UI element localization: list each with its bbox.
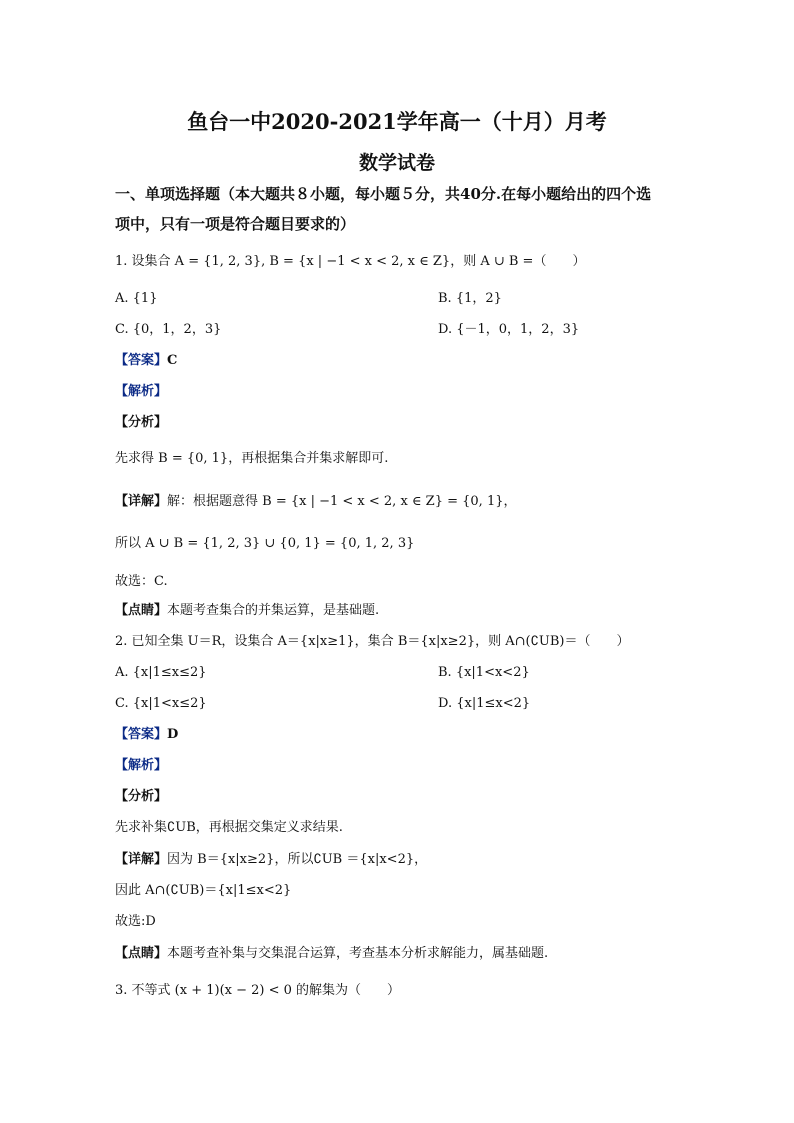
detail-tag: 【详解】 <box>115 494 168 509</box>
q2-fenxi: 先求补集∁UB，再根据交集定义求结果. <box>115 820 343 835</box>
q3-stem: 3. 不等式 (x + 1)(x − 2) < 0 的解集为（ ） <box>115 983 401 998</box>
answer-value: D <box>167 727 179 742</box>
q2-answer <box>115 727 178 743</box>
page-title: 鱼台一中2020-2021学年高一（十月）月考 <box>187 109 607 134</box>
q2-option-a: A. {x|1≤x≤2} <box>115 665 207 680</box>
q2-option-c: C. {x|1<x≤2} <box>115 696 207 711</box>
q1-comment <box>115 603 379 619</box>
q1-option-b: B. {1，2} <box>438 291 502 306</box>
q2-comment <box>115 946 548 962</box>
q1-analysis-tag: 【解析】 <box>115 384 168 399</box>
comment-text: 本题考查补集与交集混合运算，考查基本分析求解能力，属基础题. <box>167 946 549 961</box>
q1-option-a: A. {1} <box>115 291 158 306</box>
comment-tag: 【点睛】 <box>115 946 168 961</box>
q1-stem: 1. 设集合 A = {1, 2, 3}, B = {x | −1 < x < 2, x ∈ Z}，则 A ∪ B =（ ） <box>115 254 586 269</box>
q1-detail2: 所以 A ∪ B = {1, 2, 3} ∪ {0, 1} = {0, 1, 2, 3} <box>115 536 415 551</box>
answer-tag: 【答案】 <box>115 353 168 368</box>
q1-fenxi-tag: 【分析】 <box>115 415 168 430</box>
q2-detail2: 因此 A∩(∁UB)＝{x|1≤x<2} <box>115 883 292 898</box>
comment-tag: 【点睛】 <box>115 603 168 618</box>
q2-detail <box>115 852 427 868</box>
answer-value: C <box>167 353 178 368</box>
detail-text: 因为 B＝{x|x≥2}，所以∁UB ＝{x|x<2}， <box>167 852 428 867</box>
q2-fenxi-tag: 【分析】 <box>115 789 168 804</box>
section-heading-line1: 一、单项选择题（本大题共８小题，每小题５分，共40分.在每小题给出的四个选 <box>115 185 652 203</box>
detail-text: 解：根据题意得 B = {x | −1 < x < 2, x ∈ Z} = {0, 1}， <box>167 494 517 509</box>
detail-tag: 【详解】 <box>115 852 168 867</box>
q1-fenxi: 先求得 B = {0, 1}，再根据集合并集求解即可. <box>115 451 389 466</box>
section-heading-line2: 项中，只有一项是符合题目要求的） <box>115 215 356 233</box>
page-subtitle: 数学试卷 <box>358 152 435 174</box>
q1-option-d: D. {－1，0，1，2，3} <box>438 322 580 337</box>
q2-option-b: B. {x|1<x<2} <box>438 665 530 680</box>
q2-stem: 2. 已知全集 U＝R，设集合 A＝{x|x≥1}，集合 B＝{x|x≥2}，则 A∩(∁UB)＝（ ） <box>115 634 630 649</box>
q1-detail <box>115 494 516 510</box>
answer-tag: 【答案】 <box>115 727 168 742</box>
q1-choose: 故选：C. <box>115 574 168 589</box>
comment-text: 本题考查集合的并集运算，是基础题. <box>167 603 380 618</box>
q2-analysis-tag: 【解析】 <box>115 758 168 773</box>
q1-answer <box>115 353 177 369</box>
q2-choose: 故选:D <box>115 914 156 929</box>
q2-option-d: D. {x|1≤x<2} <box>438 696 531 711</box>
q1-option-c: C. {0，1，2，3} <box>115 322 222 337</box>
